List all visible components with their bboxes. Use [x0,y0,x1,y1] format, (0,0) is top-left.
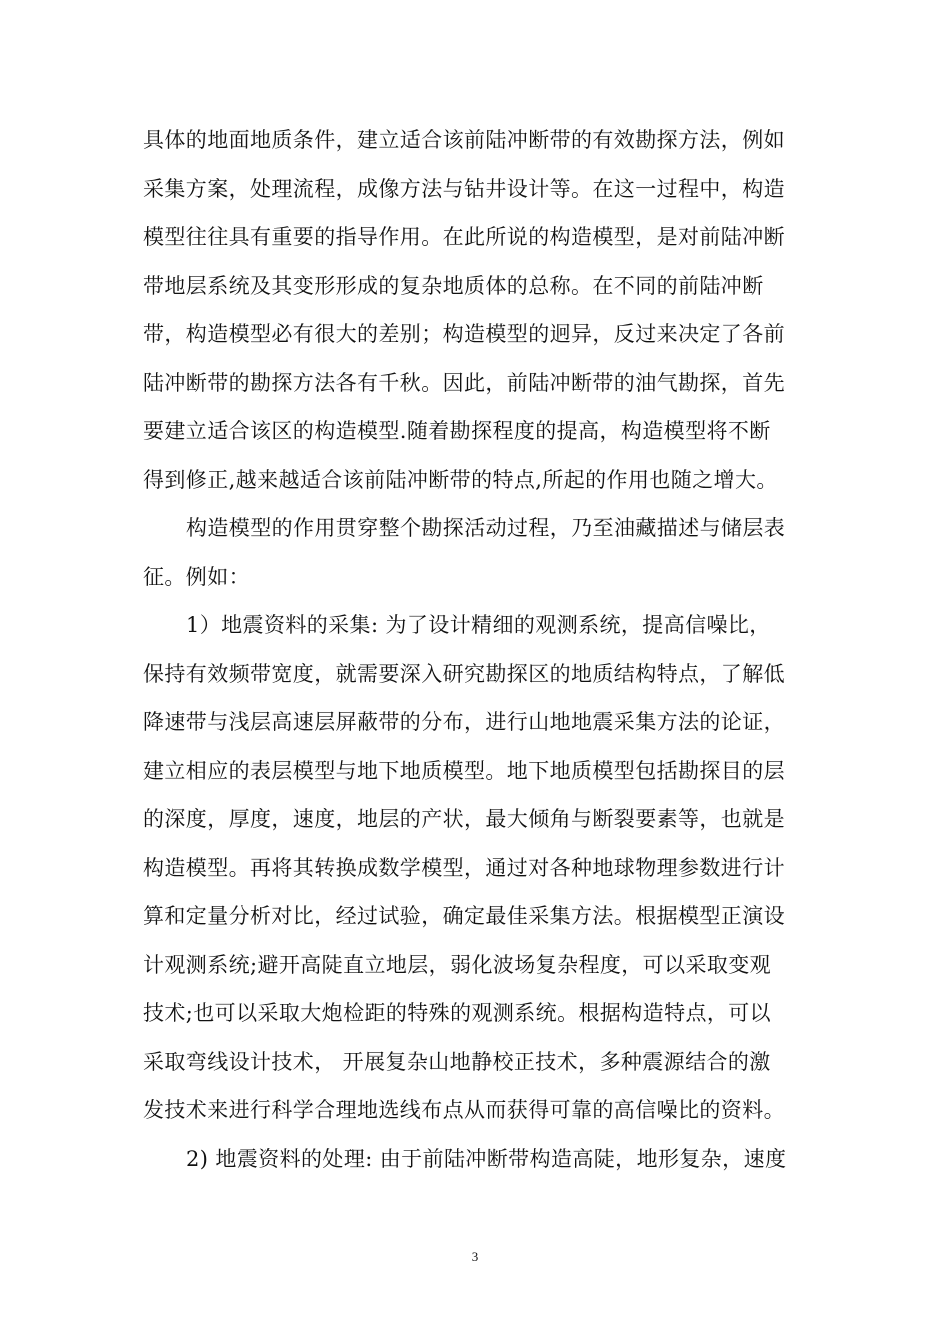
text-line: 得到修正,越来越适合该前陆冲断带的特点,所起的作用也随之增大。 [143,467,778,492]
text-line: 构造模型。再将其转换成数学模型，通过对各种地球物理参数进行计 [143,855,785,880]
list-item-1-start: 1）地震资料的采集: 为了设计精细的观测系统，提高信噪比， [186,613,771,637]
text-line: 采集方案，处理流程，成像方法与钻井设计等。在这一过程中，构造 [143,176,785,201]
text-line: 降速带与浅层高速层屏蔽带的分布，进行山地地震采集方法的论证， [143,710,785,734]
text-line: 具体的地面地质条件，建立适合该前陆冲断带的有效勘探方法，例如 [143,128,785,152]
text-line: 发技术来进行科学合理地选线布点从而获得可靠的高信噪比的资料。 [143,1098,785,1122]
text-line: 技术;也可以采取大炮检距的特殊的观测系统。根据构造特点，可以 [143,1001,772,1025]
text-line: 要建立适合该区的构造模型.随着勘探程度的提高，构造模型将不断 [143,419,771,443]
paragraph-start-line: 构造模型的作用贯穿整个勘探活动过程，乃至油藏描述与储层表 [186,516,786,540]
body-text [143,116,815,1183]
text-line: 建立相应的表层模型与地下地质模型。地下地质模型包括勘探目的层 [143,758,785,783]
page-number: 3 [471,1249,479,1264]
text-line: 计观测系统;避开高陡直立地层，弱化波场复杂程度，可以采取变观 [143,952,772,977]
list-item-2-start: 2) 地震资料的处理: 由于前陆冲断带构造高陡，地形复杂，速度 [186,1146,787,1171]
text-line: 保持有效频带宽度，就需要深入研究勘探区的地质结构特点，了解低 [143,661,785,686]
text-line: 带地层系统及其变形形成的复杂地质体的总称。在不同的前陆冲断 [143,273,764,298]
text-line: 带，构造模型必有很大的差别；构造模型的迥异，反过来决定了各前 [143,322,785,346]
text-line: 采取弯线设计技术， 开展复杂山地静校正技术，多种震源结合的激 [143,1049,771,1074]
text-line: 算和定量分析对比，经过试验，确定最佳采集方法。根据模型正演设 [143,904,785,928]
text-line: 模型往往具有重要的指导作用。在此所说的构造模型，是对前陆冲断 [143,225,785,249]
text-line: 征。例如： [143,564,250,589]
text-line: 的深度，厚度，速度，地层的产状，最大倾角与断裂要素等，也就是 [143,807,785,831]
text-line: 陆冲断带的勘探方法各有千秋。因此，前陆冲断带的油气勘探，首先 [143,370,785,395]
